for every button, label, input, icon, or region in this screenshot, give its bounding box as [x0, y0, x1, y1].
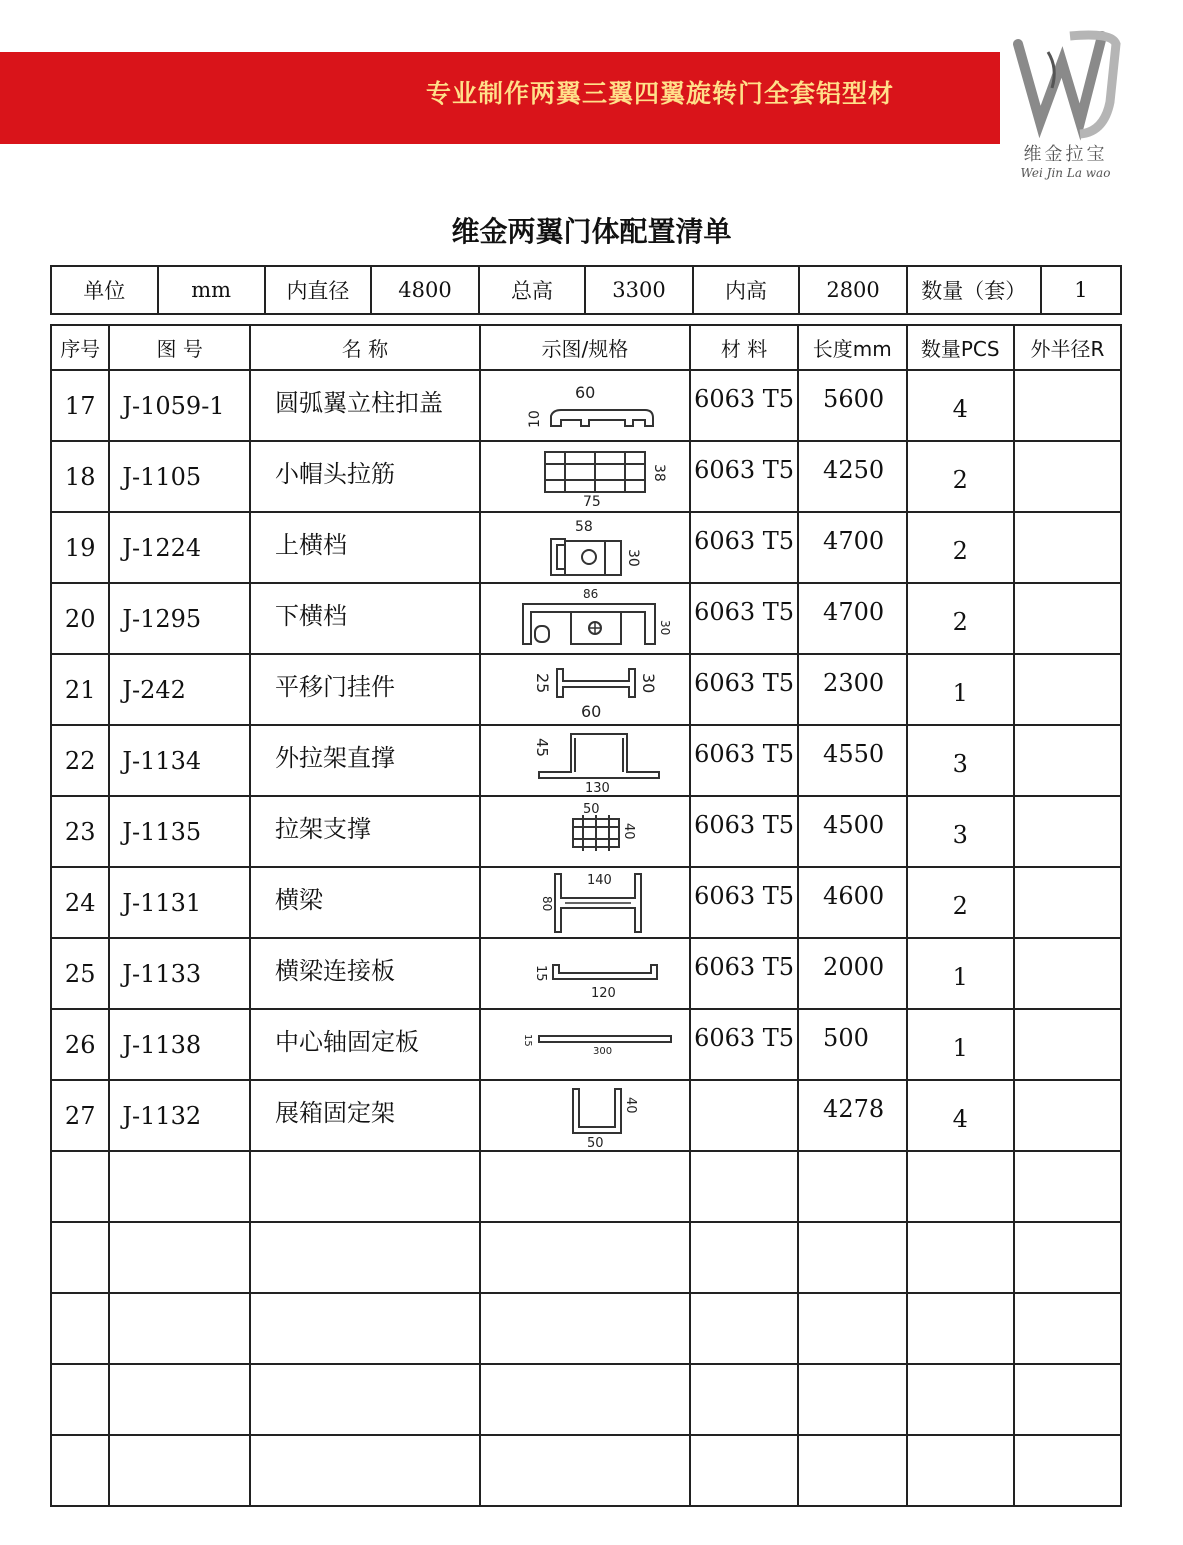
row-no: 21: [51, 654, 109, 725]
row-material: 6063 T5: [690, 938, 798, 1009]
empty-row: [51, 1222, 1121, 1293]
axis-plate-profile-icon: [495, 1012, 675, 1078]
row-no: 20: [51, 583, 109, 654]
row-material: 6063 T5: [690, 512, 798, 583]
row-qty: 2: [907, 441, 1014, 512]
svg-text:86: 86: [582, 586, 599, 601]
row-material: [690, 1080, 798, 1151]
header-name: 名 称: [250, 325, 480, 370]
empty-row: [51, 1151, 1121, 1222]
svg-text:130: 130: [584, 780, 610, 794]
table-row: [51, 370, 1121, 441]
header-banner: [0, 52, 1000, 144]
svg-text:140: 140: [586, 872, 612, 888]
row-name: 展箱固定架: [250, 1080, 480, 1151]
svg-text:50: 50: [582, 801, 600, 817]
total-height-label: 总高: [479, 266, 586, 314]
channel-profile-icon: [495, 1083, 675, 1149]
inner-diameter-label: 内直径: [265, 266, 372, 314]
row-qty: 2: [907, 867, 1014, 938]
row-radius: [1014, 441, 1121, 512]
row-no: 17: [51, 370, 109, 441]
row-length: 4700: [798, 583, 906, 654]
row-diagram: [480, 725, 690, 796]
lower-rail-profile-icon: [495, 586, 675, 652]
row-code: J-1295: [109, 583, 250, 654]
logo-name-cn: 维金拉宝: [1023, 144, 1108, 165]
svg-text:60: 60: [580, 701, 602, 721]
row-no: 27: [51, 1080, 109, 1151]
row-qty: 4: [907, 1080, 1014, 1151]
svg-text:38: 38: [650, 463, 667, 482]
empty-row: [51, 1364, 1121, 1435]
row-radius: [1014, 938, 1121, 1009]
row-diagram: [480, 1009, 690, 1080]
row-code: J-1134: [109, 725, 250, 796]
row-diagram: [480, 796, 690, 867]
row-radius: [1014, 654, 1121, 725]
svg-text:50: 50: [586, 1135, 604, 1149]
row-name: 小帽头拉筋: [250, 441, 480, 512]
strut-profile-icon: [495, 728, 675, 794]
total-height-value: 3300: [585, 266, 692, 314]
support-profile-icon: [495, 799, 675, 865]
row-diagram: [480, 512, 690, 583]
header-material: 材 料: [690, 325, 798, 370]
row-no: 22: [51, 725, 109, 796]
svg-text:30: 30: [624, 548, 641, 567]
row-diagram: [480, 867, 690, 938]
row-length: 4600: [798, 867, 906, 938]
row-diagram: [480, 938, 690, 1009]
row-material: 6063 T5: [690, 583, 798, 654]
row-diagram: [480, 1080, 690, 1151]
table-row: [51, 441, 1121, 512]
row-material: 6063 T5: [690, 441, 798, 512]
svg-text:45: 45: [532, 737, 551, 757]
row-length: 500: [798, 1009, 906, 1080]
header-code: 图 号: [109, 325, 250, 370]
header-length: 长度mm: [798, 325, 906, 370]
svg-text:75: 75: [582, 493, 601, 510]
svg-text:15: 15: [532, 964, 548, 982]
row-no: 23: [51, 796, 109, 867]
svg-text:40: 40: [622, 1096, 638, 1114]
table-header-row: [51, 325, 1121, 370]
beam-plate-profile-icon: [495, 941, 675, 1007]
empty-row: [51, 1435, 1121, 1506]
row-no: 19: [51, 512, 109, 583]
row-name: 横梁连接板: [250, 938, 480, 1009]
row-radius: [1014, 1080, 1121, 1151]
unit-value: mm: [158, 266, 265, 314]
row-qty: 3: [907, 796, 1014, 867]
row-radius: [1014, 725, 1121, 796]
banner-slogan: 专业制作两翼三翼四翼旋转门全套铝型材: [426, 79, 895, 108]
row-length: 4700: [798, 512, 906, 583]
row-length: 4278: [798, 1080, 906, 1151]
table-row: [51, 725, 1121, 796]
summary-table: [50, 265, 1122, 315]
row-code: J-242: [109, 654, 250, 725]
row-length: 4250: [798, 441, 906, 512]
svg-text:60: 60: [574, 382, 596, 402]
header-no: 序号: [51, 325, 109, 370]
row-no: 26: [51, 1009, 109, 1080]
row-radius: [1014, 370, 1121, 441]
table-row: [51, 654, 1121, 725]
row-qty: 2: [907, 512, 1014, 583]
rib-profile-icon: [495, 444, 675, 510]
row-no: 18: [51, 441, 109, 512]
row-no: 25: [51, 938, 109, 1009]
svg-text:30: 30: [657, 619, 672, 635]
empty-row: [51, 1293, 1121, 1364]
row-code: J-1131: [109, 867, 250, 938]
quantity-value: 1: [1041, 266, 1121, 314]
row-qty: 1: [907, 1009, 1014, 1080]
row-qty: 4: [907, 370, 1014, 441]
unit-label: 单位: [51, 266, 158, 314]
table-row: [51, 796, 1121, 867]
hanger-profile-icon: [495, 657, 675, 723]
row-name: 拉架支撑: [250, 796, 480, 867]
beam-profile-icon: [495, 870, 675, 936]
row-name: 圆弧翼立柱扣盖: [250, 370, 480, 441]
row-qty: 2: [907, 583, 1014, 654]
svg-text:30: 30: [638, 672, 658, 693]
row-name: 外拉架直撑: [250, 725, 480, 796]
row-name: 下横档: [250, 583, 480, 654]
document-title: 维金两翼门体配置清单: [451, 215, 732, 248]
row-code: J-1132: [109, 1080, 250, 1151]
table-row: [51, 1009, 1121, 1080]
row-material: 6063 T5: [690, 867, 798, 938]
row-length: 2000: [798, 938, 906, 1009]
row-name: 上横档: [250, 512, 480, 583]
row-material: 6063 T5: [690, 1009, 798, 1080]
row-radius: [1014, 512, 1121, 583]
svg-text:120: 120: [590, 985, 616, 1001]
row-radius: [1014, 867, 1121, 938]
row-code: J-1224: [109, 512, 250, 583]
row-diagram: [480, 441, 690, 512]
row-code: J-1138: [109, 1009, 250, 1080]
upper-rail-profile-icon: [495, 515, 675, 581]
row-code: J-1059-1: [109, 370, 250, 441]
table-row: [51, 583, 1121, 654]
svg-text:80: 80: [539, 895, 554, 911]
cover-profile-icon: [495, 376, 675, 436]
svg-text:58: 58: [574, 518, 593, 535]
row-radius: [1014, 796, 1121, 867]
quantity-label: 数量（套）: [907, 266, 1041, 314]
inner-height-label: 内高: [693, 266, 800, 314]
row-name: 平移门挂件: [250, 654, 480, 725]
row-code: J-1133: [109, 938, 250, 1009]
row-name: 横梁: [250, 867, 480, 938]
row-material: 6063 T5: [690, 370, 798, 441]
svg-text:15: 15: [521, 1033, 533, 1047]
row-radius: [1014, 1009, 1121, 1080]
row-code: J-1105: [109, 441, 250, 512]
row-material: 6063 T5: [690, 725, 798, 796]
row-qty: 3: [907, 725, 1014, 796]
row-material: 6063 T5: [690, 654, 798, 725]
row-qty: 1: [907, 938, 1014, 1009]
row-length: 4550: [798, 725, 906, 796]
row-length: 4500: [798, 796, 906, 867]
parts-table: [50, 324, 1122, 1507]
inner-diameter-value: 4800: [371, 266, 478, 314]
logo-name-en: Wei Jin La wao: [1020, 166, 1111, 180]
row-diagram: [480, 370, 690, 441]
row-material: 6063 T5: [690, 796, 798, 867]
row-length: 2300: [798, 654, 906, 725]
table-row: [51, 867, 1121, 938]
row-diagram: [480, 583, 690, 654]
table-row: [51, 1080, 1121, 1151]
svg-text:40: 40: [620, 822, 636, 840]
inner-height-value: 2800: [799, 266, 906, 314]
row-code: J-1135: [109, 796, 250, 867]
row-no: 24: [51, 867, 109, 938]
table-row: [51, 512, 1121, 583]
row-name: 中心轴固定板: [250, 1009, 480, 1080]
row-length: 5600: [798, 370, 906, 441]
header-qty: 数量PCS: [907, 325, 1014, 370]
table-row: [51, 938, 1121, 1009]
row-radius: [1014, 583, 1121, 654]
header-diagram: 示图/规格: [480, 325, 690, 370]
svg-text:300: 300: [592, 1045, 613, 1057]
row-diagram: [480, 654, 690, 725]
header-radius: 外半径R: [1014, 325, 1121, 370]
row-qty: 1: [907, 654, 1014, 725]
svg-text:10: 10: [526, 409, 543, 428]
svg-text:25: 25: [532, 672, 552, 693]
